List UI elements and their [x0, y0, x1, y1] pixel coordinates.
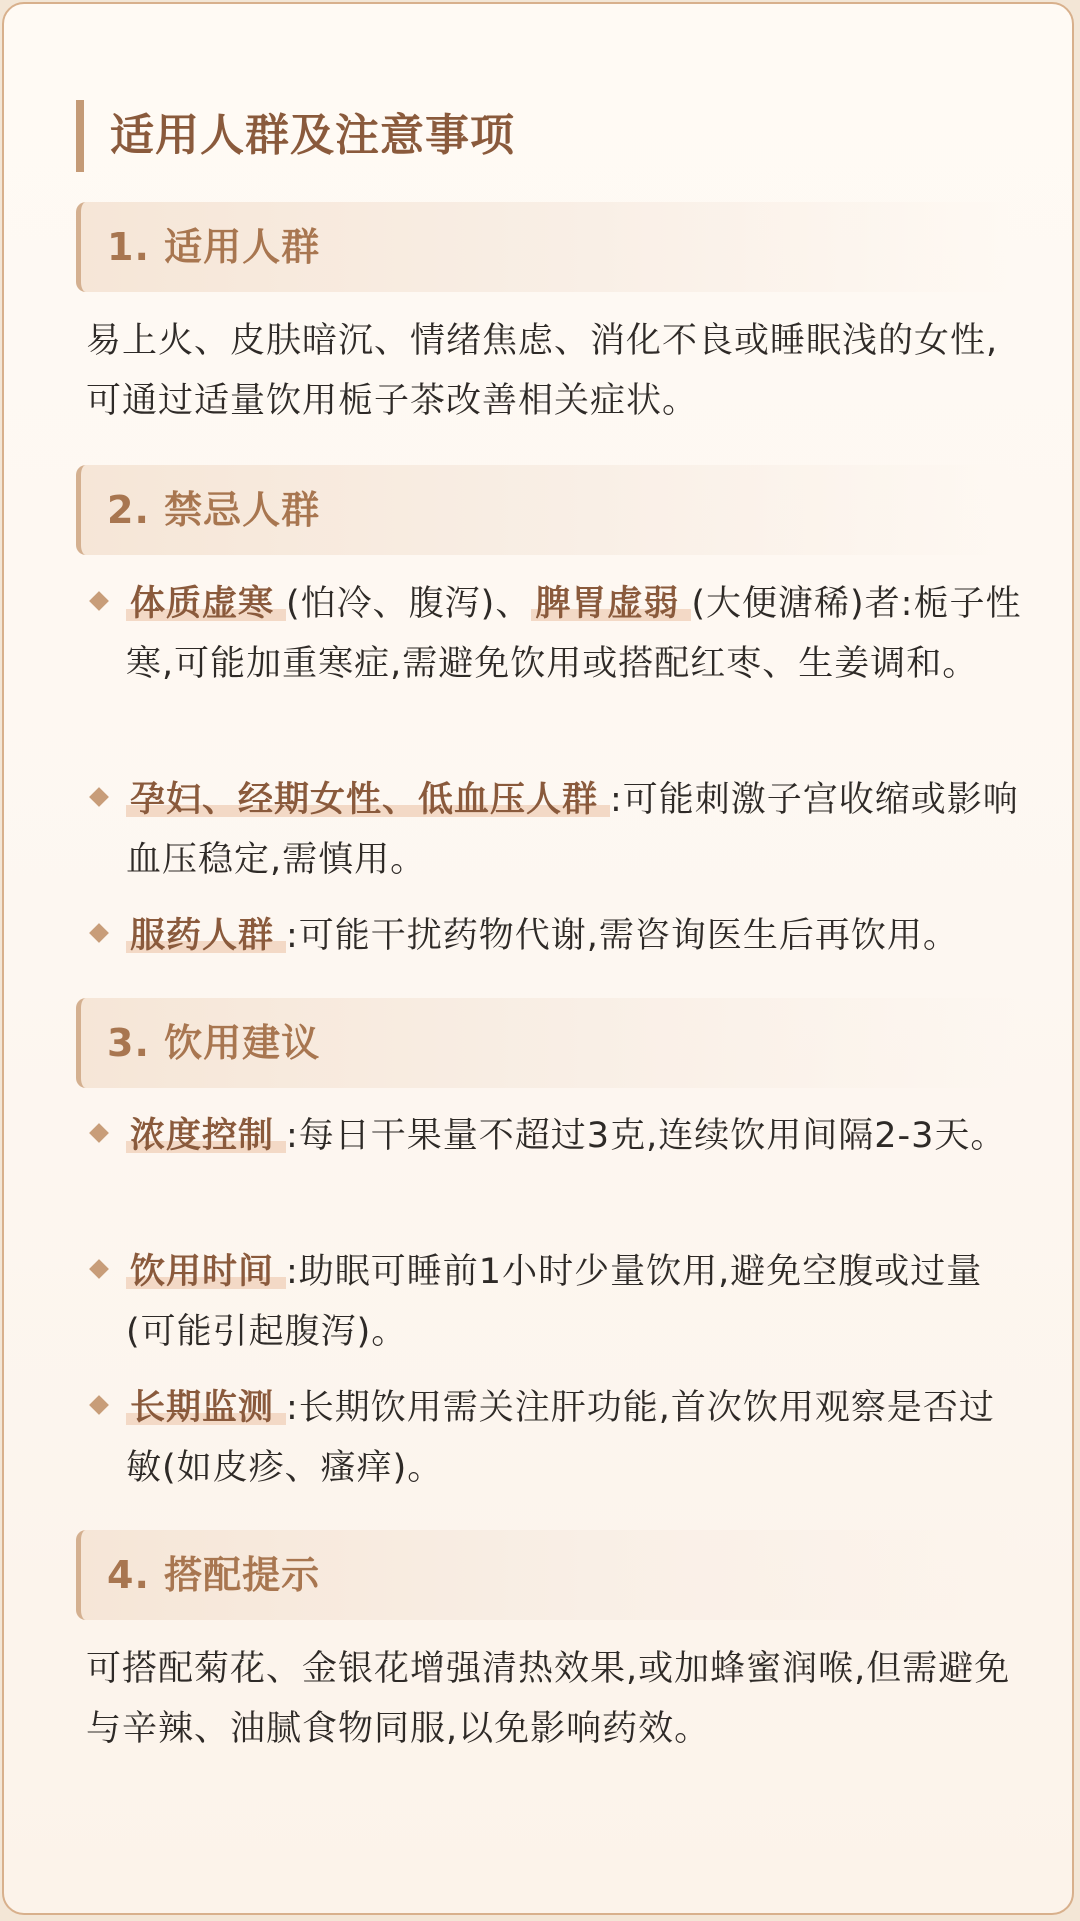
list-item-text [126, 1242, 1026, 1362]
list-item-detail: :可能干扰药物代谢,需咨询医生后再饮用。 [286, 916, 959, 956]
section-heading-pairing: 4. 搭配提示 [76, 1530, 1016, 1620]
list-item-detail: (大便溏稀)者:栀子性寒,可能加重寒症,需避免饮用或搭配红枣、生姜调和。 [126, 584, 1022, 684]
diamond-bullet-icon [89, 1259, 109, 1279]
list-item-detail: :可能刺激子宫收缩或影响血压稳定,需慎用。 [126, 780, 1019, 880]
list-item-detail: :每日干果量不超过3克,连续饮用间隔2-3天。 [286, 1116, 1007, 1156]
highlight-term: 体质虚寒 [126, 584, 286, 624]
highlight-term: 脾胃虚弱 [531, 584, 691, 624]
diamond-bullet-icon [89, 1395, 109, 1415]
pairing-paragraph: 可搭配菊花、金银花增强清热效果,或加蜂蜜润喉,但需避免与辛辣、油腻食物同服,以免影响药效。 [86, 1649, 1011, 1749]
highlight-term: 饮用时间 [126, 1252, 286, 1292]
highlight-term: 孕妇、经期女性、低血压人群 [126, 780, 610, 820]
highlight-term: 浓度控制 [126, 1116, 286, 1156]
list-item-detail: :助眠可睡前1小时少量饮用,避免空腹或过量(可能引起腹泻)。 [126, 1252, 983, 1352]
list-item-text [126, 1378, 1026, 1498]
list-item-text [126, 906, 1026, 966]
list-item-text [126, 1106, 1026, 1166]
list-item-text [126, 574, 1026, 694]
suitable-paragraph: 易上火、皮肤暗沉、情绪焦虑、消化不良或睡眠浅的女性,可通过适量饮用栀子茶改善相关症状。 [86, 321, 999, 421]
highlight-term: 长期监测 [126, 1388, 286, 1428]
section-heading-contraindications: 2. 禁忌人群 [76, 465, 1016, 555]
list-item-detail: :长期饮用需关注肝功能,首次饮用观察是否过敏(如皮疹、瘙痒)。 [126, 1388, 995, 1488]
diamond-bullet-icon [89, 787, 109, 807]
section-heading-usage: 3. 饮用建议 [76, 998, 1016, 1088]
info-card [2, 2, 1074, 1915]
diamond-bullet-icon [89, 591, 109, 611]
highlight-term: 服药人群 [126, 916, 286, 956]
page-title: 适用人群及注意事项 [76, 100, 515, 172]
list-item-detail: (怕冷、腹泻)、 [286, 584, 532, 624]
section-heading-suitable: 1. 适用人群 [76, 202, 1016, 292]
list-item-text [126, 770, 1026, 890]
diamond-bullet-icon [89, 1123, 109, 1143]
diamond-bullet-icon [89, 923, 109, 943]
